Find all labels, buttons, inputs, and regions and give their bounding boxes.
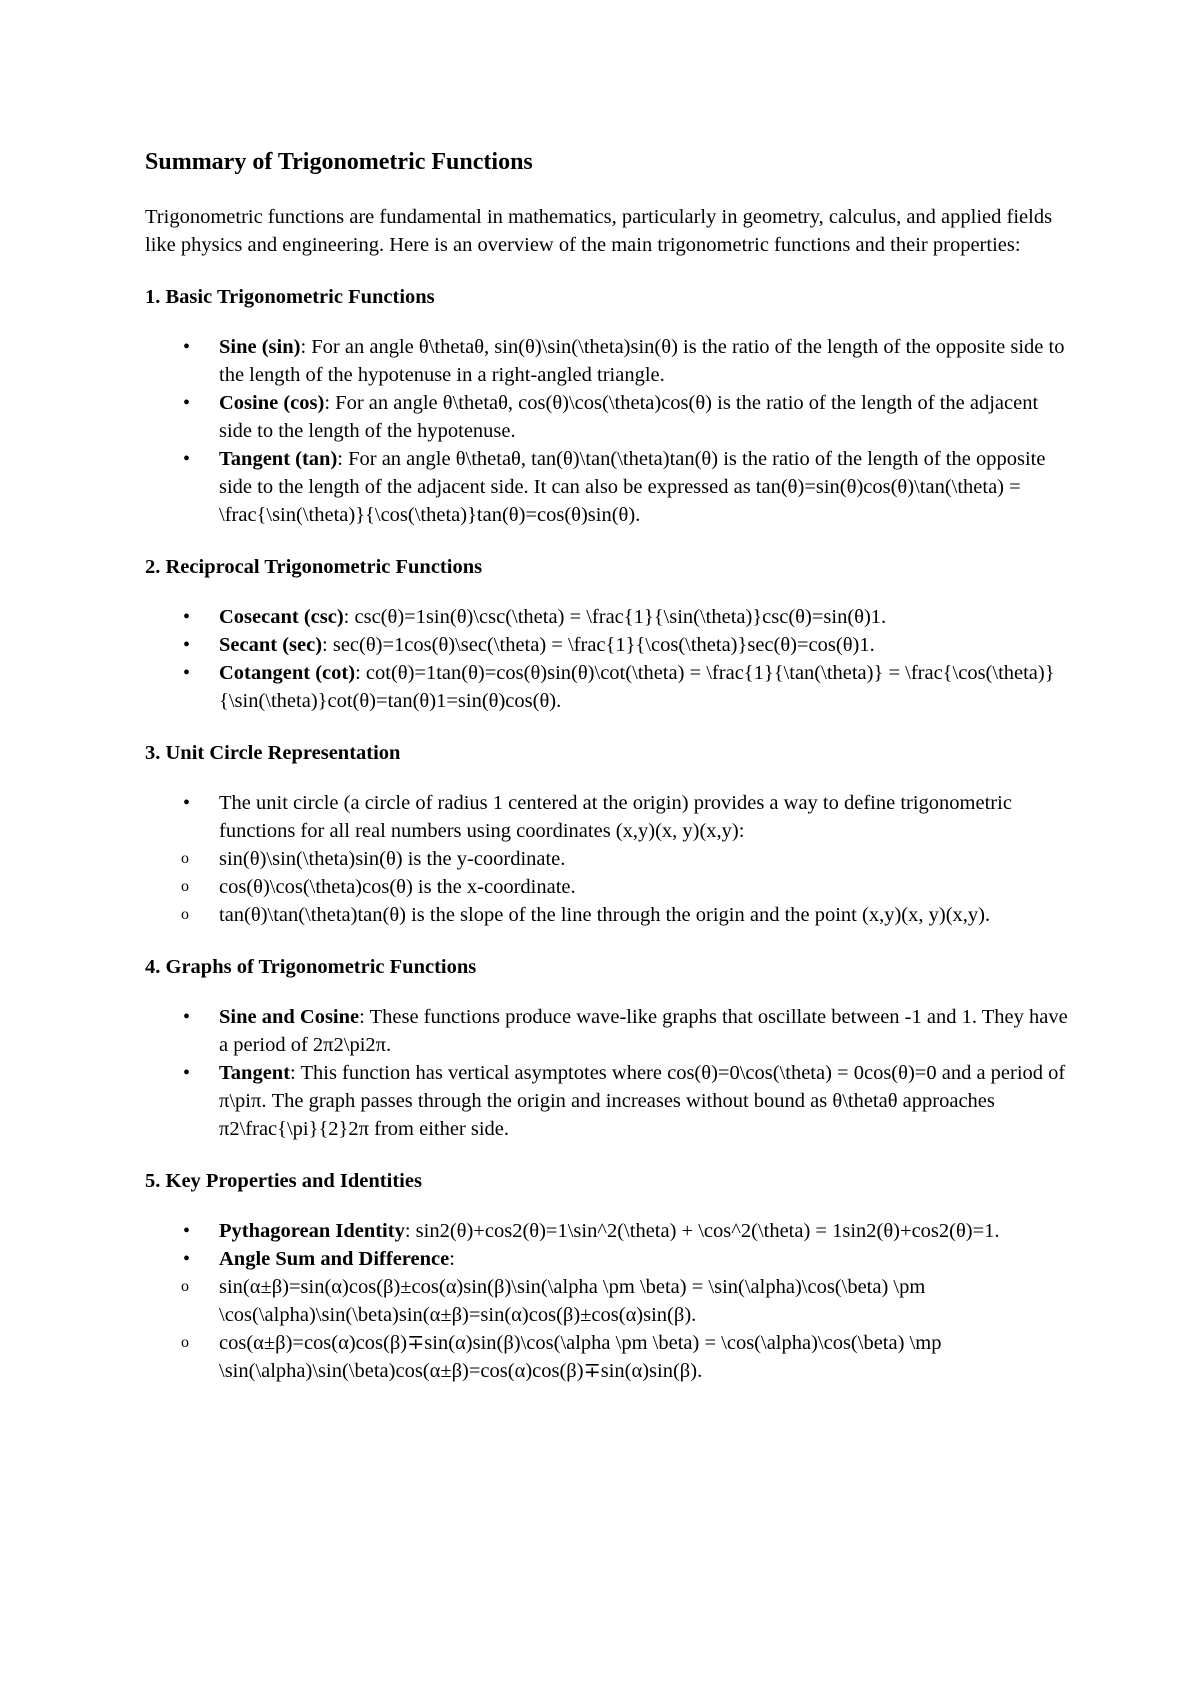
term-label: Pythagorean Identity [219, 1220, 405, 1242]
section-heading-reciprocal: 2. Reciprocal Trigonometric Functions [145, 556, 483, 578]
sublist-item [145, 1329, 1070, 1385]
bullet-icon: • [183, 662, 191, 684]
sublist-item [145, 1273, 1070, 1329]
bullet-icon: • [183, 792, 191, 814]
term-label: Angle Sum and Difference [219, 1248, 450, 1270]
bullet-icon: • [183, 1062, 191, 1084]
subitem-text: cos(θ)\cos(\theta)cos(θ) is the x-coordinate. [219, 876, 576, 898]
item-text: : For an angle θ\thetaθ, cos(θ)\cos(\theta)cos(θ) is the ratio of the length of the adjacent side to the length of the hypotenuse. [219, 392, 1039, 442]
list-item-cosecant [145, 603, 1070, 631]
item-text: : For an angle θ\thetaθ, sin(θ)\sin(\theta)sin(θ) is the ratio of the length of the opposite side to the length of the hypotenuse in a right-angled triangle. [219, 336, 1065, 386]
list-item-cotangent [145, 659, 1070, 715]
term-label: Sine and Cosine [219, 1006, 360, 1028]
subitem-text: sin(α±β)=sin(α)cos(β)±cos(α)sin(β)\sin(\alpha \pm \beta) = \sin(\alpha)\cos(\beta) \pm \cos(\alpha)\sin(\beta)sin(α±β)=sin(α)cos(β)±cos(α)sin(β). [219, 1276, 926, 1326]
list-item-sine [145, 333, 1070, 389]
list-item-angle-sum [145, 1245, 1070, 1385]
list-item-unit-circle [145, 789, 1070, 929]
bullet-icon: • [183, 448, 191, 470]
term-label: Secant (sec) [219, 634, 323, 656]
item-text: : sec(θ)=1cos(θ)\sec(\theta) = \frac{1}{\cos(\theta)}sec(θ)=cos(θ)1. [322, 634, 875, 656]
bullet-icon: • [183, 1220, 191, 1242]
item-text: : cot(θ)=1tan(θ)=cos(θ)sin(θ)\cot(\theta) = \frac{1}{\tan(\theta)} = \frac{\cos(\theta)}{\sin(\theta)}cot(θ)=tan(θ)1=sin(θ)cos(θ). [219, 662, 1055, 712]
item-text: : [449, 1248, 455, 1270]
term-label: Sine (sin) [219, 336, 301, 358]
subitem-text: sin(θ)\sin(\theta)sin(θ) is the y-coordinate. [219, 848, 566, 870]
sub-bullet-icon: o [181, 1334, 189, 1351]
sub-bullet-icon: o [181, 1278, 189, 1295]
sublist-item [145, 845, 1070, 873]
intro-paragraph: Trigonometric functions are fundamental in mathematics, particularly in geometry, calculus, and applied fields like physics and engineering. Here is an overview of the main trigonometric functions and their properties: [145, 206, 1053, 256]
term-label: Tangent (tan) [219, 448, 338, 470]
item-text: The unit circle (a circle of radius 1 centered at the origin) provides a way to define trigonometric functions for all real numbers using coordinates (x,y)(x, y)(x,y): [219, 792, 1012, 842]
bullet-icon: • [183, 634, 191, 656]
item-text: : sin2(θ)+cos2(θ)=1\sin^2(\theta) + \cos^2(\theta) = 1sin2(θ)+cos2(θ)=1. [404, 1220, 1000, 1242]
list-item-pythagorean [145, 1217, 1070, 1245]
list-graphs [145, 1003, 1070, 1143]
bullet-icon: • [183, 1248, 191, 1270]
bullet-icon: • [183, 392, 191, 414]
bullet-icon: • [183, 336, 191, 358]
section-heading-basic: 1. Basic Trigonometric Functions [145, 286, 435, 308]
item-text: : csc(θ)=1sin(θ)\csc(\theta) = \frac{1}{\sin(\theta)}csc(θ)=sin(θ)1. [343, 606, 887, 628]
list-unit-circle [145, 789, 1070, 929]
bullet-icon: • [183, 1006, 191, 1028]
list-basic-functions [145, 333, 1070, 529]
list-item-tangent [145, 445, 1070, 529]
sublist-item [145, 873, 1070, 901]
item-text: : These functions produce wave-like graphs that oscillate between -1 and 1. They have a period of 2π2\pi2π. [219, 1006, 1068, 1056]
section-heading-properties: 5. Key Properties and Identities [145, 1170, 422, 1192]
bullet-icon: • [183, 606, 191, 628]
term-label: Tangent [219, 1062, 291, 1084]
list-item-tangent-graph [145, 1059, 1070, 1143]
subitem-text: tan(θ)\tan(\theta)tan(θ) is the slope of the line through the origin and the point (x,y)(x, y)(x,y). [219, 904, 991, 926]
sublist-item [145, 901, 1070, 929]
list-properties [145, 1217, 1070, 1385]
sublist-angle-sum [145, 1273, 1070, 1385]
list-item-secant [145, 631, 1070, 659]
section-heading-unit-circle: 3. Unit Circle Representation [145, 742, 401, 764]
sub-bullet-icon: o [181, 906, 189, 923]
term-label: Cosecant (csc) [219, 606, 344, 628]
section-heading-graphs: 4. Graphs of Trigonometric Functions [145, 956, 477, 978]
term-label: Cotangent (cot) [219, 662, 356, 684]
page-title: Summary of Trigonometric Functions [145, 149, 533, 175]
sublist-unit-circle [145, 845, 1070, 929]
list-item-cosine [145, 389, 1070, 445]
term-label: Cosine (cos) [219, 392, 325, 414]
sub-bullet-icon: o [181, 850, 189, 867]
item-text: : For an angle θ\thetaθ, tan(θ)\tan(\theta)tan(θ) is the ratio of the length of the opposite side to the length of the adjacent side. It can also be expressed as tan(θ)=sin(θ)cos(θ)\tan(\theta) = \frac{\sin(\theta)}{\cos(\theta)}tan(θ)=cos(θ)sin(θ). [219, 448, 1046, 526]
item-text: : This function has vertical asymptotes where cos(θ)=0\cos(\theta) = 0cos(θ)=0 and a period of π\piπ. The graph passes through the origin and increases without bound as θ\thetaθ approaches π2\frac{\pi}{2}2π from either side. [219, 1062, 1066, 1140]
list-reciprocal-functions [145, 603, 1070, 715]
list-item-sine-cosine [145, 1003, 1070, 1059]
subitem-text: cos(α±β)=cos(α)cos(β)∓sin(α)sin(β)\cos(\alpha \pm \beta) = \cos(\alpha)\cos(\beta) \mp \sin(\alpha)\sin(\beta)cos(α±β)=cos(α)cos(β)∓sin(α)sin(β). [219, 1332, 942, 1382]
sub-bullet-icon: o [181, 878, 189, 895]
